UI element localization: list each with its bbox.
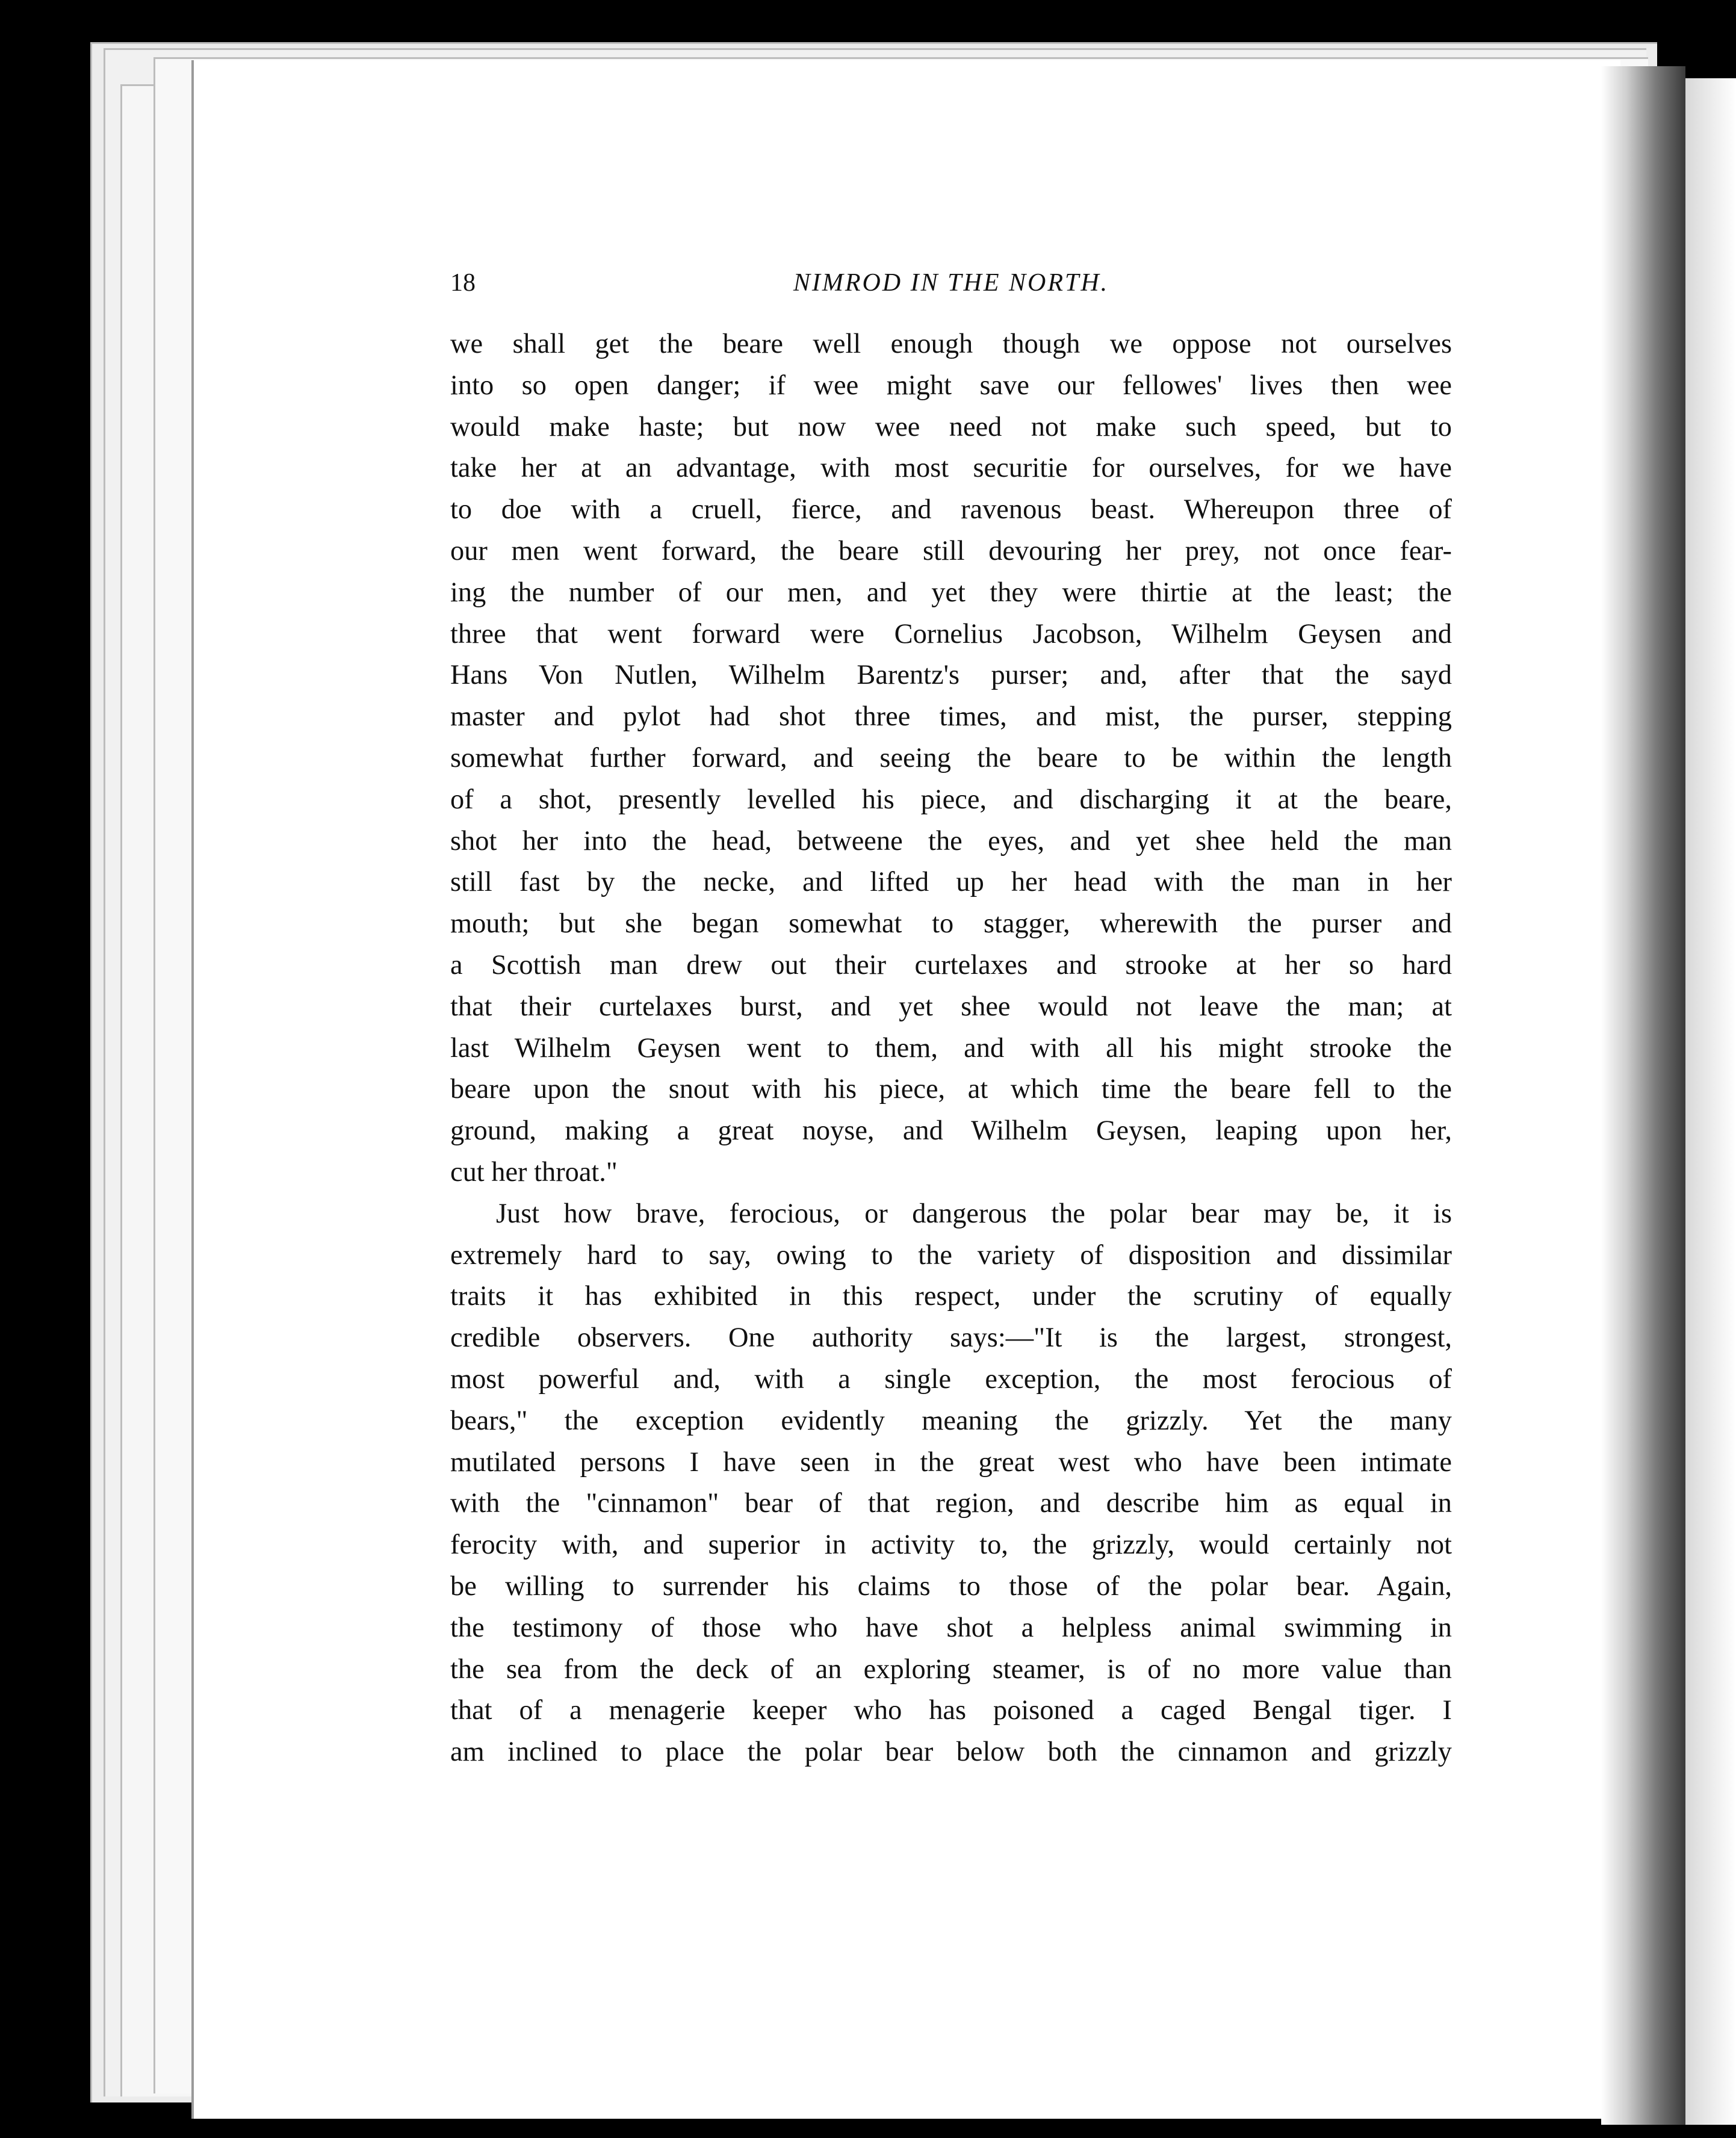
running-head: NIMROD IN THE NORTH.	[793, 269, 1109, 297]
text-line: take her at an advantage, with most securitie for ourselves, for we have	[450, 453, 1452, 484]
text-line: with the "cinnamon" bear of that region, and describe him as equal in	[450, 1488, 1452, 1519]
text-line: ing the number of our men, and yet they were thirtie at the least; the	[450, 577, 1452, 608]
text-line: last Wilhelm Geysen went to them, and with all his might strooke the	[450, 1032, 1452, 1064]
text-line: shot her into the head, betweene the eyes, and yet shee held the man	[450, 825, 1452, 857]
text-line: we shall get the beare well enough though we oppose not ourselves	[450, 329, 1452, 359]
text-line: most powerful and, with a single exception, the most ferocious of	[450, 1363, 1452, 1395]
text-line: beare upon the snout with his piece, at which time the beare fell to the	[450, 1074, 1452, 1105]
text-line: bears," the exception evidently meaning the grizzly. Yet the many	[450, 1405, 1452, 1436]
text-line: credible observers. One authority says:—"It is the largest, strongest,	[450, 1322, 1452, 1354]
text-line: a Scottish man drew out their curtelaxes and strooke at her so hard	[450, 949, 1452, 981]
text-line: still fast by the necke, and lifted up her head with the man in her	[450, 867, 1452, 898]
page-header	[450, 268, 1452, 305]
text-line: three that went forward were Cornelius Jacobson, Wilhelm Geysen and	[450, 618, 1452, 649]
text-line: the testimony of those who have shot a helpless animal swimming in	[450, 1612, 1452, 1643]
text-line: ground, making a great noyse, and Wilhelm Geysen, leaping upon her,	[450, 1115, 1452, 1147]
text-line: that their curtelaxes burst, and yet shee would not leave the man; at	[450, 991, 1452, 1022]
page-number: 18	[450, 269, 476, 297]
text-line: Hans Von Nutlen, Wilhelm Barentz's purser; and, after that the sayd	[450, 660, 1452, 691]
text-line: mutilated persons I have seen in the great west who have been intimate	[450, 1446, 1452, 1478]
text-line: somewhat further forward, and seeing the beare to be within the length	[450, 742, 1452, 773]
text-line: cut her throat."	[450, 1156, 618, 1188]
text-line: would make haste; but now wee need not make such speed, but to	[450, 411, 1452, 442]
facing-page-edge	[1685, 78, 1736, 2125]
text-line: traits it has exhibited in this respect, under the scrutiny of equally	[450, 1281, 1452, 1312]
body-text	[450, 324, 1452, 1773]
text-line: that of a menagerie keeper who has poisoned a caged Bengal tiger. I	[450, 1695, 1452, 1726]
text-line: master and pylot had shot three times, and mist, the purser, stepping	[450, 701, 1452, 733]
text-line: extremely hard to say, owing to the variety of disposition and dissimilar	[450, 1239, 1452, 1271]
text-line: to doe with a cruell, fierce, and ravenous beast. Whereupon three of	[450, 494, 1452, 525]
text-line: am inclined to place the polar bear below both the cinnamon and grizzly	[450, 1737, 1452, 1768]
text-line: of a shot, presently levelled his piece, and discharging it at the beare,	[450, 784, 1452, 815]
text-line: the sea from the deck of an exploring steamer, is of no more value than	[450, 1653, 1452, 1685]
gutter-shadow	[1601, 66, 1685, 2125]
text-line: ferocity with, and superior in activity to, the grizzly, would certainly not	[450, 1529, 1452, 1561]
text-line: our men went forward, the beare still devouring her prey, not once fear-	[450, 535, 1452, 566]
text-line: mouth; but she began somewhat to stagger, wherewith the purser and	[450, 908, 1452, 940]
text-line: into so open danger; if wee might save our fellowes' lives then wee	[450, 370, 1452, 401]
text-line: be willing to surrender his claims to those of the polar bear. Again,	[450, 1570, 1452, 1602]
paragraph-first-line: Just how brave, ferocious, or dangerous the polar bear may be, it is	[496, 1198, 1452, 1229]
